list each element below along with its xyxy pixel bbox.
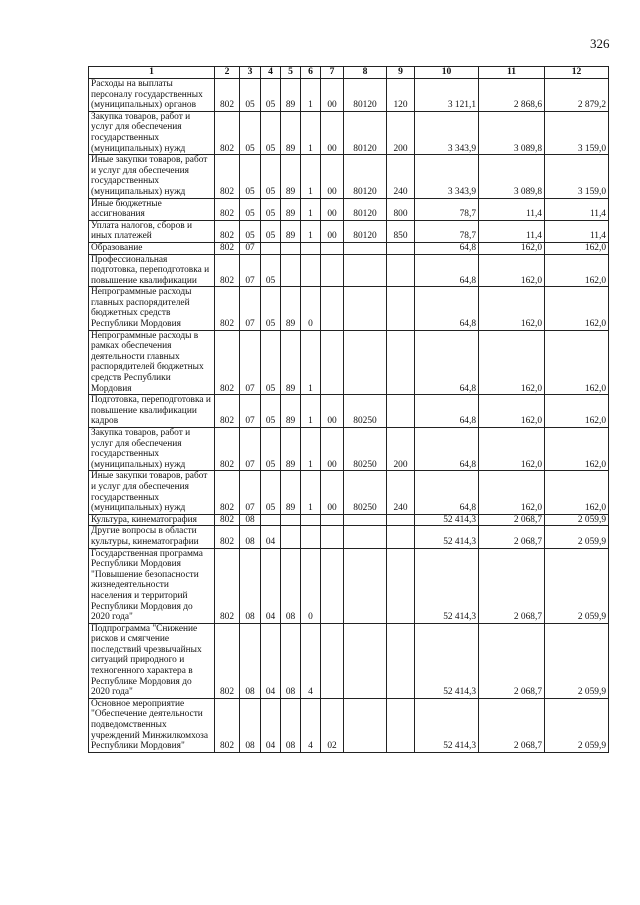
cell-col-7: 00 — [321, 471, 344, 514]
cell-col-8: 80120 — [344, 111, 387, 154]
column-header-10: 10 — [415, 67, 479, 79]
cell-col-11: 3 089,8 — [479, 111, 545, 154]
table-row — [89, 526, 609, 548]
cell-col-10: 3 343,9 — [415, 111, 479, 154]
cell-col-11: 2 068,7 — [479, 526, 545, 548]
cell-col-7 — [321, 287, 344, 330]
cell-col-3: 07 — [240, 471, 261, 514]
cell-col-5: 89 — [281, 220, 301, 242]
cell-col-5: 89 — [281, 111, 301, 154]
cell-col-6: 0 — [301, 548, 321, 623]
cell-col-6: 1 — [301, 330, 321, 395]
cell-col-3: 08 — [240, 623, 261, 698]
cell-col-7: 00 — [321, 111, 344, 154]
cell-col-6 — [301, 242, 321, 254]
cell-col-3: 07 — [240, 428, 261, 471]
cell-col-8 — [344, 242, 387, 254]
cell-col-4: 05 — [261, 198, 281, 220]
cell-col-5: 89 — [281, 287, 301, 330]
cell-col-3: 08 — [240, 526, 261, 548]
cell-col-6 — [301, 526, 321, 548]
cell-col-4: 05 — [261, 330, 281, 395]
cell-col-9 — [387, 330, 415, 395]
cell-col-8: 80250 — [344, 471, 387, 514]
table-row — [89, 287, 609, 330]
cell-col-11: 2 868,6 — [479, 79, 545, 112]
table-row — [89, 623, 609, 698]
cell-col-2: 802 — [215, 514, 240, 526]
column-header-9: 9 — [387, 67, 415, 79]
cell-col-10: 64,8 — [415, 471, 479, 514]
cell-col-4: 05 — [261, 155, 281, 198]
cell-col-12: 2 059,9 — [545, 514, 609, 526]
cell-col-9: 200 — [387, 428, 415, 471]
column-header-2: 2 — [215, 67, 240, 79]
cell-col-2: 802 — [215, 79, 240, 112]
cell-col-10: 64,8 — [415, 428, 479, 471]
cell-col-6: 1 — [301, 220, 321, 242]
table-row — [89, 514, 609, 526]
row-name-cell: Иные закупки товаров, работ и услуг для обеспечения государственных (муниципальных) нужд — [89, 471, 215, 514]
cell-col-8 — [344, 287, 387, 330]
budget-table — [88, 66, 609, 753]
cell-col-12: 162,0 — [545, 254, 609, 287]
cell-col-6: 1 — [301, 395, 321, 428]
row-name-cell: Образование — [89, 242, 215, 254]
cell-col-6: 1 — [301, 198, 321, 220]
cell-col-6: 1 — [301, 428, 321, 471]
cell-col-4: 04 — [261, 526, 281, 548]
cell-col-3: 05 — [240, 79, 261, 112]
table-row — [89, 428, 609, 471]
cell-col-5: 08 — [281, 698, 301, 752]
cell-col-9: 240 — [387, 155, 415, 198]
cell-col-11: 2 068,7 — [479, 698, 545, 752]
table-row — [89, 254, 609, 287]
cell-col-12: 11,4 — [545, 220, 609, 242]
table-row — [89, 220, 609, 242]
cell-col-12: 2 059,9 — [545, 526, 609, 548]
column-header-6: 6 — [301, 67, 321, 79]
cell-col-3: 07 — [240, 395, 261, 428]
cell-col-10: 78,7 — [415, 198, 479, 220]
cell-col-8: 80120 — [344, 79, 387, 112]
cell-col-11: 162,0 — [479, 428, 545, 471]
cell-col-12: 11,4 — [545, 198, 609, 220]
cell-col-12: 162,0 — [545, 395, 609, 428]
cell-col-7: 02 — [321, 698, 344, 752]
row-name-cell: Уплата налогов, сборов и иных платежей — [89, 220, 215, 242]
cell-col-6: 1 — [301, 79, 321, 112]
cell-col-2: 802 — [215, 471, 240, 514]
table-row — [89, 198, 609, 220]
cell-col-10: 3 121,1 — [415, 79, 479, 112]
cell-col-10: 52 414,3 — [415, 514, 479, 526]
cell-col-2: 802 — [215, 198, 240, 220]
cell-col-12: 162,0 — [545, 330, 609, 395]
cell-col-12: 3 159,0 — [545, 111, 609, 154]
cell-col-5: 08 — [281, 623, 301, 698]
cell-col-10: 52 414,3 — [415, 548, 479, 623]
row-name-cell: Непрограммные расходы главных распорядителей бюджетных средств Республики Мордовия — [89, 287, 215, 330]
cell-col-2: 802 — [215, 155, 240, 198]
cell-col-4: 04 — [261, 548, 281, 623]
cell-col-2: 802 — [215, 526, 240, 548]
cell-col-9 — [387, 254, 415, 287]
cell-col-3: 05 — [240, 220, 261, 242]
cell-col-5: 89 — [281, 471, 301, 514]
cell-col-9 — [387, 623, 415, 698]
cell-col-2: 802 — [215, 111, 240, 154]
cell-col-7 — [321, 242, 344, 254]
table-row — [89, 79, 609, 112]
cell-col-4: 05 — [261, 79, 281, 112]
cell-col-3: 07 — [240, 242, 261, 254]
cell-col-11: 162,0 — [479, 330, 545, 395]
row-name-cell: Расходы на выплаты персоналу государственных (муниципальных) органов — [89, 79, 215, 112]
cell-col-4 — [261, 242, 281, 254]
cell-col-8 — [344, 698, 387, 752]
cell-col-7 — [321, 548, 344, 623]
cell-col-8: 80120 — [344, 198, 387, 220]
cell-col-12: 2 059,9 — [545, 623, 609, 698]
cell-col-10: 64,8 — [415, 254, 479, 287]
cell-col-10: 3 343,9 — [415, 155, 479, 198]
cell-col-2: 802 — [215, 428, 240, 471]
cell-col-10: 64,8 — [415, 330, 479, 395]
cell-col-11: 2 068,7 — [479, 548, 545, 623]
row-name-cell: Подпрограмма "Снижение рисков и смягчение последствий чрезвычайных ситуаций природного и техногенного характера в Республике Мордовия до 2020 года" — [89, 623, 215, 698]
cell-col-5: 08 — [281, 548, 301, 623]
column-header-8: 8 — [344, 67, 387, 79]
row-name-cell: Иные бюджетные ассигнования — [89, 198, 215, 220]
cell-col-5: 89 — [281, 155, 301, 198]
cell-col-11: 3 089,8 — [479, 155, 545, 198]
cell-col-2: 802 — [215, 548, 240, 623]
cell-col-2: 802 — [215, 287, 240, 330]
cell-col-4: 05 — [261, 428, 281, 471]
cell-col-3: 08 — [240, 514, 261, 526]
cell-col-11: 2 068,7 — [479, 623, 545, 698]
column-header-3: 3 — [240, 67, 261, 79]
cell-col-11: 162,0 — [479, 242, 545, 254]
column-header-12: 12 — [545, 67, 609, 79]
cell-col-8 — [344, 623, 387, 698]
cell-col-9 — [387, 514, 415, 526]
cell-col-2: 802 — [215, 395, 240, 428]
cell-col-10: 64,8 — [415, 287, 479, 330]
row-name-cell: Иные закупки товаров, работ и услуг для обеспечения государственных (муниципальных) нужд — [89, 155, 215, 198]
table-row — [89, 155, 609, 198]
cell-col-4: 04 — [261, 623, 281, 698]
cell-col-10: 52 414,3 — [415, 526, 479, 548]
table-row — [89, 111, 609, 154]
cell-col-3: 05 — [240, 155, 261, 198]
cell-col-11: 11,4 — [479, 220, 545, 242]
cell-col-4 — [261, 514, 281, 526]
cell-col-8 — [344, 526, 387, 548]
cell-col-8: 80120 — [344, 220, 387, 242]
cell-col-6: 1 — [301, 471, 321, 514]
cell-col-12: 2 059,9 — [545, 548, 609, 623]
column-header-4: 4 — [261, 67, 281, 79]
cell-col-3: 07 — [240, 330, 261, 395]
cell-col-12: 3 159,0 — [545, 155, 609, 198]
cell-col-10: 78,7 — [415, 220, 479, 242]
cell-col-3: 07 — [240, 287, 261, 330]
cell-col-12: 162,0 — [545, 242, 609, 254]
cell-col-8 — [344, 330, 387, 395]
cell-col-9: 240 — [387, 471, 415, 514]
column-header-7: 7 — [321, 67, 344, 79]
cell-col-2: 802 — [215, 330, 240, 395]
cell-col-8 — [344, 548, 387, 623]
cell-col-2: 802 — [215, 242, 240, 254]
cell-col-6 — [301, 514, 321, 526]
cell-col-8 — [344, 254, 387, 287]
table-row — [89, 698, 609, 752]
cell-col-12: 2 879,2 — [545, 79, 609, 112]
cell-col-4: 05 — [261, 254, 281, 287]
cell-col-7: 00 — [321, 395, 344, 428]
row-name-cell: Культура, кинематография — [89, 514, 215, 526]
cell-col-6: 0 — [301, 287, 321, 330]
row-name-cell: Непрограммные расходы в рамках обеспечения деятельности главных распорядителей бюджетных средств Республики Мордовия — [89, 330, 215, 395]
row-name-cell: Другие вопросы в области культуры, кинематографии — [89, 526, 215, 548]
cell-col-11: 162,0 — [479, 471, 545, 514]
cell-col-5 — [281, 514, 301, 526]
cell-col-2: 802 — [215, 698, 240, 752]
cell-col-6: 1 — [301, 111, 321, 154]
cell-col-6 — [301, 254, 321, 287]
cell-col-9 — [387, 526, 415, 548]
cell-col-5 — [281, 526, 301, 548]
cell-col-3: 08 — [240, 698, 261, 752]
cell-col-12: 2 059,9 — [545, 698, 609, 752]
cell-col-7 — [321, 623, 344, 698]
cell-col-11: 162,0 — [479, 254, 545, 287]
cell-col-9: 850 — [387, 220, 415, 242]
cell-col-4: 05 — [261, 220, 281, 242]
cell-col-9: 120 — [387, 79, 415, 112]
cell-col-2: 802 — [215, 623, 240, 698]
row-name-cell: Профессиональная подготовка, переподготовка и повышение квалификации — [89, 254, 215, 287]
row-name-cell: Закупка товаров, работ и услуг для обеспечения государственных (муниципальных) нужд — [89, 428, 215, 471]
cell-col-4: 05 — [261, 111, 281, 154]
cell-col-4: 04 — [261, 698, 281, 752]
cell-col-7: 00 — [321, 79, 344, 112]
column-header-5: 5 — [281, 67, 301, 79]
cell-col-9 — [387, 548, 415, 623]
cell-col-5 — [281, 254, 301, 287]
cell-col-7: 00 — [321, 428, 344, 471]
cell-col-8: 80250 — [344, 428, 387, 471]
cell-col-10: 64,8 — [415, 395, 479, 428]
cell-col-5: 89 — [281, 428, 301, 471]
cell-col-3: 08 — [240, 548, 261, 623]
cell-col-10: 52 414,3 — [415, 698, 479, 752]
cell-col-8 — [344, 514, 387, 526]
table-row — [89, 471, 609, 514]
cell-col-5: 89 — [281, 198, 301, 220]
cell-col-11: 162,0 — [479, 395, 545, 428]
cell-col-12: 162,0 — [545, 428, 609, 471]
cell-col-5: 89 — [281, 330, 301, 395]
cell-col-5 — [281, 242, 301, 254]
cell-col-9 — [387, 395, 415, 428]
cell-col-5: 89 — [281, 395, 301, 428]
cell-col-7 — [321, 514, 344, 526]
cell-col-10: 52 414,3 — [415, 623, 479, 698]
cell-col-9 — [387, 698, 415, 752]
page-number: 326 — [590, 36, 610, 51]
cell-col-11: 162,0 — [479, 287, 545, 330]
table-row — [89, 395, 609, 428]
cell-col-9 — [387, 287, 415, 330]
row-name-cell: Подготовка, переподготовка и повышение квалификации кадров — [89, 395, 215, 428]
header-row — [89, 67, 609, 79]
cell-col-3: 07 — [240, 254, 261, 287]
cell-col-6: 1 — [301, 155, 321, 198]
cell-col-7: 00 — [321, 155, 344, 198]
cell-col-7: 00 — [321, 198, 344, 220]
cell-col-3: 05 — [240, 198, 261, 220]
cell-col-7 — [321, 526, 344, 548]
cell-col-4: 05 — [261, 287, 281, 330]
table-row — [89, 330, 609, 395]
cell-col-12: 162,0 — [545, 471, 609, 514]
cell-col-12: 162,0 — [545, 287, 609, 330]
cell-col-8: 80250 — [344, 395, 387, 428]
column-header-11: 11 — [479, 67, 545, 79]
cell-col-9: 800 — [387, 198, 415, 220]
cell-col-5: 89 — [281, 79, 301, 112]
table-row — [89, 548, 609, 623]
cell-col-9: 200 — [387, 111, 415, 154]
cell-col-7: 00 — [321, 220, 344, 242]
cell-col-7 — [321, 254, 344, 287]
cell-col-6: 4 — [301, 698, 321, 752]
row-name-cell: Закупка товаров, работ и услуг для обеспечения государственных (муниципальных) нужд — [89, 111, 215, 154]
table-row — [89, 242, 609, 254]
cell-col-11: 2 068,7 — [479, 514, 545, 526]
row-name-cell: Основное мероприятие "Обеспечение деятельности подведомственных учреждений Минжилкомхоза Республики Мордовия" — [89, 698, 215, 752]
cell-col-6: 4 — [301, 623, 321, 698]
cell-col-2: 802 — [215, 254, 240, 287]
cell-col-8: 80120 — [344, 155, 387, 198]
cell-col-11: 11,4 — [479, 198, 545, 220]
column-header-1: 1 — [89, 67, 215, 79]
cell-col-4: 05 — [261, 471, 281, 514]
cell-col-3: 05 — [240, 111, 261, 154]
cell-col-10: 64,8 — [415, 242, 479, 254]
cell-col-4: 05 — [261, 395, 281, 428]
cell-col-7 — [321, 330, 344, 395]
cell-col-9 — [387, 242, 415, 254]
cell-col-2: 802 — [215, 220, 240, 242]
row-name-cell: Государственная программа Республики Мордовия "Повышение безопасности жизнедеятельности населения и территорий Республики Мордовия до 2020 года" — [89, 548, 215, 623]
